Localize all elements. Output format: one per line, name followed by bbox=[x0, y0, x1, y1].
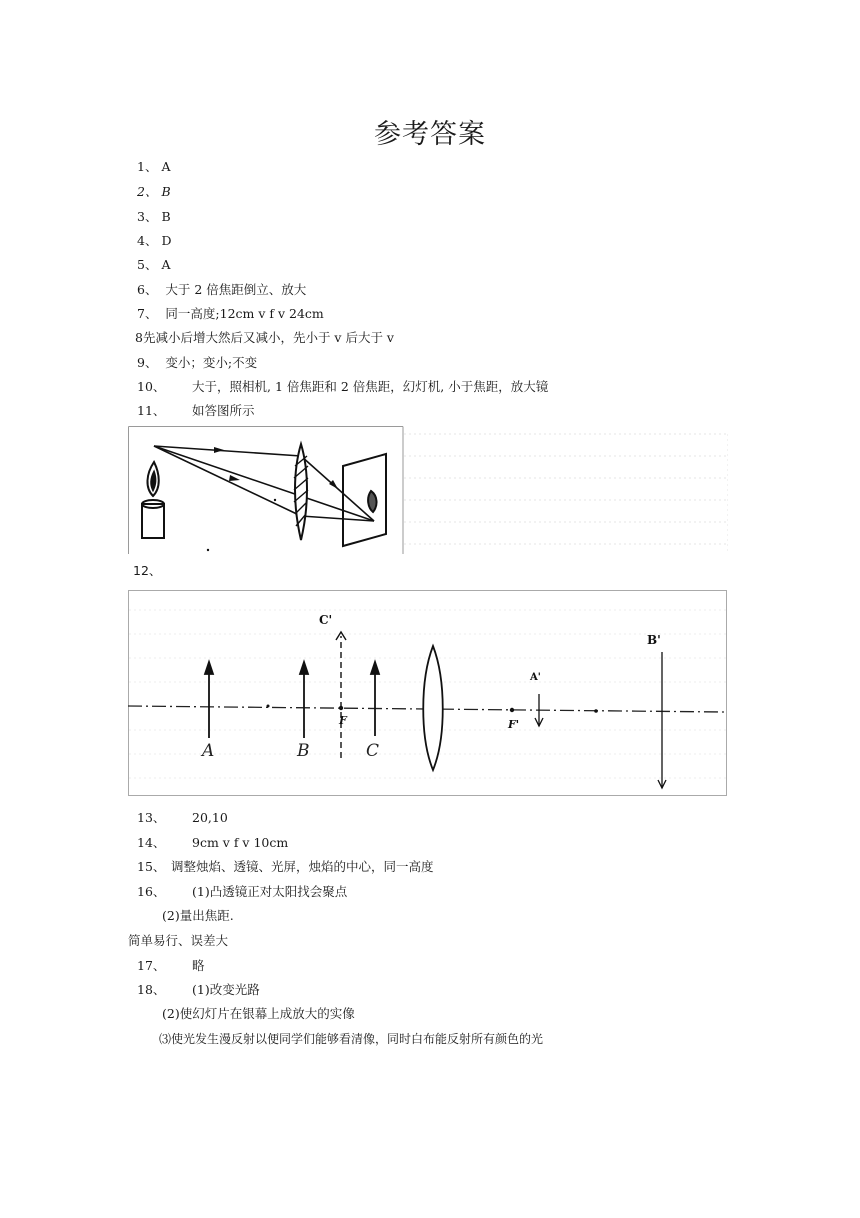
figure-11-diagram bbox=[128, 426, 728, 554]
answer-line: 11、 如答图所示 bbox=[137, 403, 255, 418]
convex-lens-12 bbox=[423, 646, 443, 770]
answer-line: 16、 (1)凸透镜正对太阳找会聚点 bbox=[137, 884, 348, 899]
answer-line: 3、 B bbox=[137, 209, 171, 224]
label-a-prime: A' bbox=[530, 672, 541, 683]
page-title: 参考答案 bbox=[374, 119, 486, 150]
label-f-left: F bbox=[339, 714, 347, 727]
answer-line: 10、 大于，照相机, 1 倍焦距和 2 倍焦距，幻灯机, 小于焦距，放大镜 bbox=[137, 379, 549, 394]
answer-line: 5、 A bbox=[137, 257, 171, 272]
label-b: B bbox=[297, 741, 310, 761]
answer-line: 简单易行、误差大 bbox=[128, 933, 229, 948]
answer-line: 1、 A bbox=[137, 159, 171, 174]
label-c-prime: C' bbox=[319, 613, 333, 627]
label-b-prime: B' bbox=[647, 633, 661, 647]
image-b-prime bbox=[658, 652, 666, 788]
figure-11-faint-lines bbox=[404, 434, 728, 554]
answer-line: 18、 (1)改变光路 bbox=[137, 982, 260, 997]
label-c: C bbox=[366, 741, 380, 761]
light-rays bbox=[154, 446, 374, 521]
label-a: A bbox=[202, 741, 215, 761]
answer-line: 8先减小后增大然后又减小，先小于 v 后大于 v bbox=[135, 330, 394, 345]
answer-line: 4、 D bbox=[137, 233, 172, 248]
answer-line: (2)量出焦距. bbox=[162, 908, 234, 923]
answer-line: 2、 B bbox=[137, 184, 171, 199]
label-f-right: F' bbox=[508, 718, 520, 731]
answer-line: 12、 bbox=[133, 563, 162, 578]
answer-line: 7、 同一高度;12cm v f v 24cm bbox=[137, 306, 324, 321]
answer-line: ⑶使光发生漫反射以便同学们能够看清像，同时白布能反射所有颜色的光 bbox=[159, 1032, 544, 1046]
answer-line: 14、 9cm v f v 10cm bbox=[137, 835, 289, 850]
virtual-image-c-prime bbox=[336, 632, 346, 758]
answer-line: 15、 调整烛焰、透镜、光屏，烛焰的中心，同一高度 bbox=[137, 859, 434, 874]
figure-12-diagram bbox=[128, 590, 728, 796]
answer-line: 6、 大于 2 倍焦距倒立、放大 bbox=[137, 282, 307, 297]
answer-line: 9、 变小；变小;不变 bbox=[137, 355, 258, 370]
object-arrows bbox=[205, 662, 379, 738]
answer-line: 17、 略 bbox=[137, 958, 205, 973]
convex-lens bbox=[294, 444, 308, 540]
figure-11-frame bbox=[129, 427, 404, 555]
answer-line: (2)使幻灯片在银幕上成放大的实像 bbox=[162, 1006, 355, 1021]
candle bbox=[142, 462, 164, 538]
answer-line: 13、 20,10 bbox=[137, 810, 228, 825]
